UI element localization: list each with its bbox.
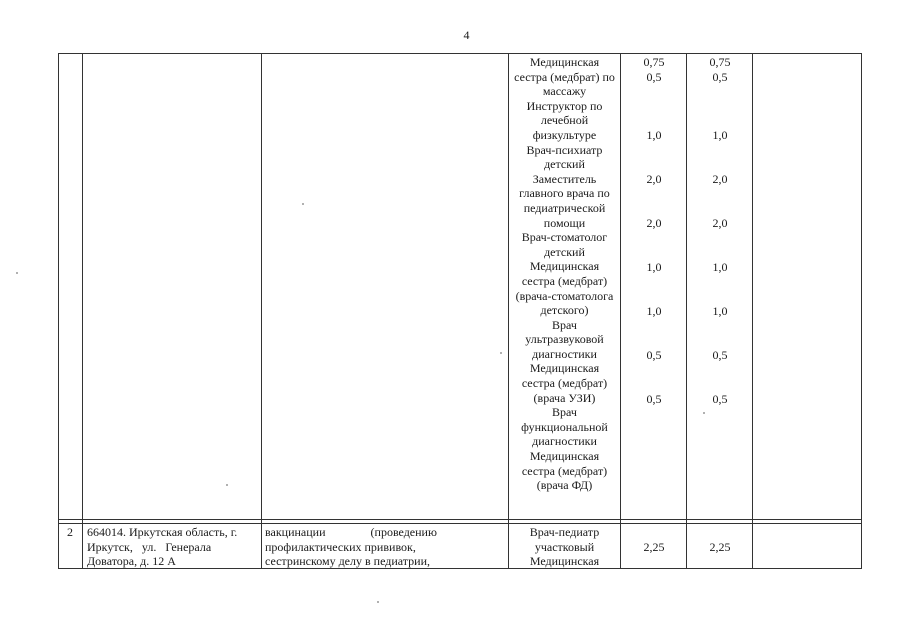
rate-value: 2,25 — [643, 540, 665, 554]
rate-value: 0,5 — [712, 70, 728, 84]
table-border-right — [861, 53, 862, 569]
position-entry: Инструктор по лечебной физкультуре — [526, 98, 603, 142]
scan-speck — [302, 203, 304, 205]
services-line: вакцинации (проведению — [265, 525, 437, 539]
position-entry: Медицинская сестра (медбрат) по массажу — [514, 55, 615, 99]
scan-speck — [500, 352, 502, 354]
position-entry: Медицинская сестра (медбрат) (врача УЗИ) — [521, 361, 608, 405]
position-line: Врач-педиатр — [529, 525, 600, 539]
position-entry: Врач-стоматолог детский — [521, 230, 608, 259]
rate-value: 0,5 — [646, 70, 662, 84]
row-number: 2 — [67, 525, 73, 539]
rate-value: 0,5 — [646, 348, 662, 362]
column-divider — [686, 53, 687, 569]
position-line: участковый — [534, 539, 595, 554]
scan-speck — [16, 272, 18, 274]
address-line: Доватора, д. 12 А — [87, 554, 176, 569]
rate-value: 0,5 — [646, 392, 662, 406]
address-line: Иркутск, ул. Генерала — [87, 539, 212, 554]
staffing-table — [58, 53, 862, 569]
position-entry: Медицинская сестра (медбрат) (врача ФД) — [521, 449, 608, 493]
column-divider — [752, 53, 753, 569]
column-divider — [82, 53, 83, 569]
column-divider — [261, 53, 262, 569]
table-border-left — [58, 53, 59, 569]
page-number: 4 — [463, 28, 470, 42]
table-border-top — [58, 53, 862, 54]
address-cell — [87, 525, 255, 569]
rate-value: 0,5 — [712, 392, 728, 406]
scan-speck — [703, 412, 705, 414]
row-divider — [58, 519, 862, 520]
position-line: Медицинская — [529, 554, 600, 569]
services-line: сестринскому делу в педиатрии, — [265, 554, 431, 569]
rate-value: 2,0 — [646, 172, 662, 186]
rate-value: 2,0 — [646, 216, 662, 230]
column-divider — [620, 53, 621, 569]
position-entry: Врач ультразвуковой диагностики — [525, 317, 604, 361]
address-line: 664014. Иркутская область, г. — [87, 525, 238, 539]
rate-value: 0,75 — [709, 55, 731, 69]
rate-value: 1,0 — [646, 128, 662, 142]
position-entry: Медицинская сестра (медбрат) (врача-стоматолога детского) — [515, 259, 614, 318]
rate-value: 1,0 — [712, 260, 728, 274]
rate-value: 1,0 — [712, 128, 728, 142]
services-cell — [265, 525, 503, 569]
rate-value: 1,0 — [646, 304, 662, 318]
services-line: профилактических прививок, — [265, 539, 416, 554]
position-entry: Врач функциональной диагностики — [521, 405, 608, 449]
rate-value: 2,25 — [709, 540, 731, 554]
position-cell — [513, 525, 616, 569]
rate-value: 1,0 — [646, 260, 662, 274]
position-entry: Врач-психиатр детский — [526, 142, 603, 172]
scan-speck — [226, 484, 228, 486]
position-entry: Заместитель главного врача по педиатрической помощи — [519, 171, 610, 230]
rate-value: 0,5 — [712, 348, 728, 362]
rate-value: 0,75 — [643, 55, 665, 69]
positions-cell — [513, 55, 616, 493]
scan-speck — [377, 601, 379, 603]
rate-value: 2,0 — [712, 216, 728, 230]
rate-value: 2,0 — [712, 172, 728, 186]
rate-value: 1,0 — [712, 304, 728, 318]
row-divider — [58, 523, 862, 524]
column-divider — [508, 53, 509, 569]
